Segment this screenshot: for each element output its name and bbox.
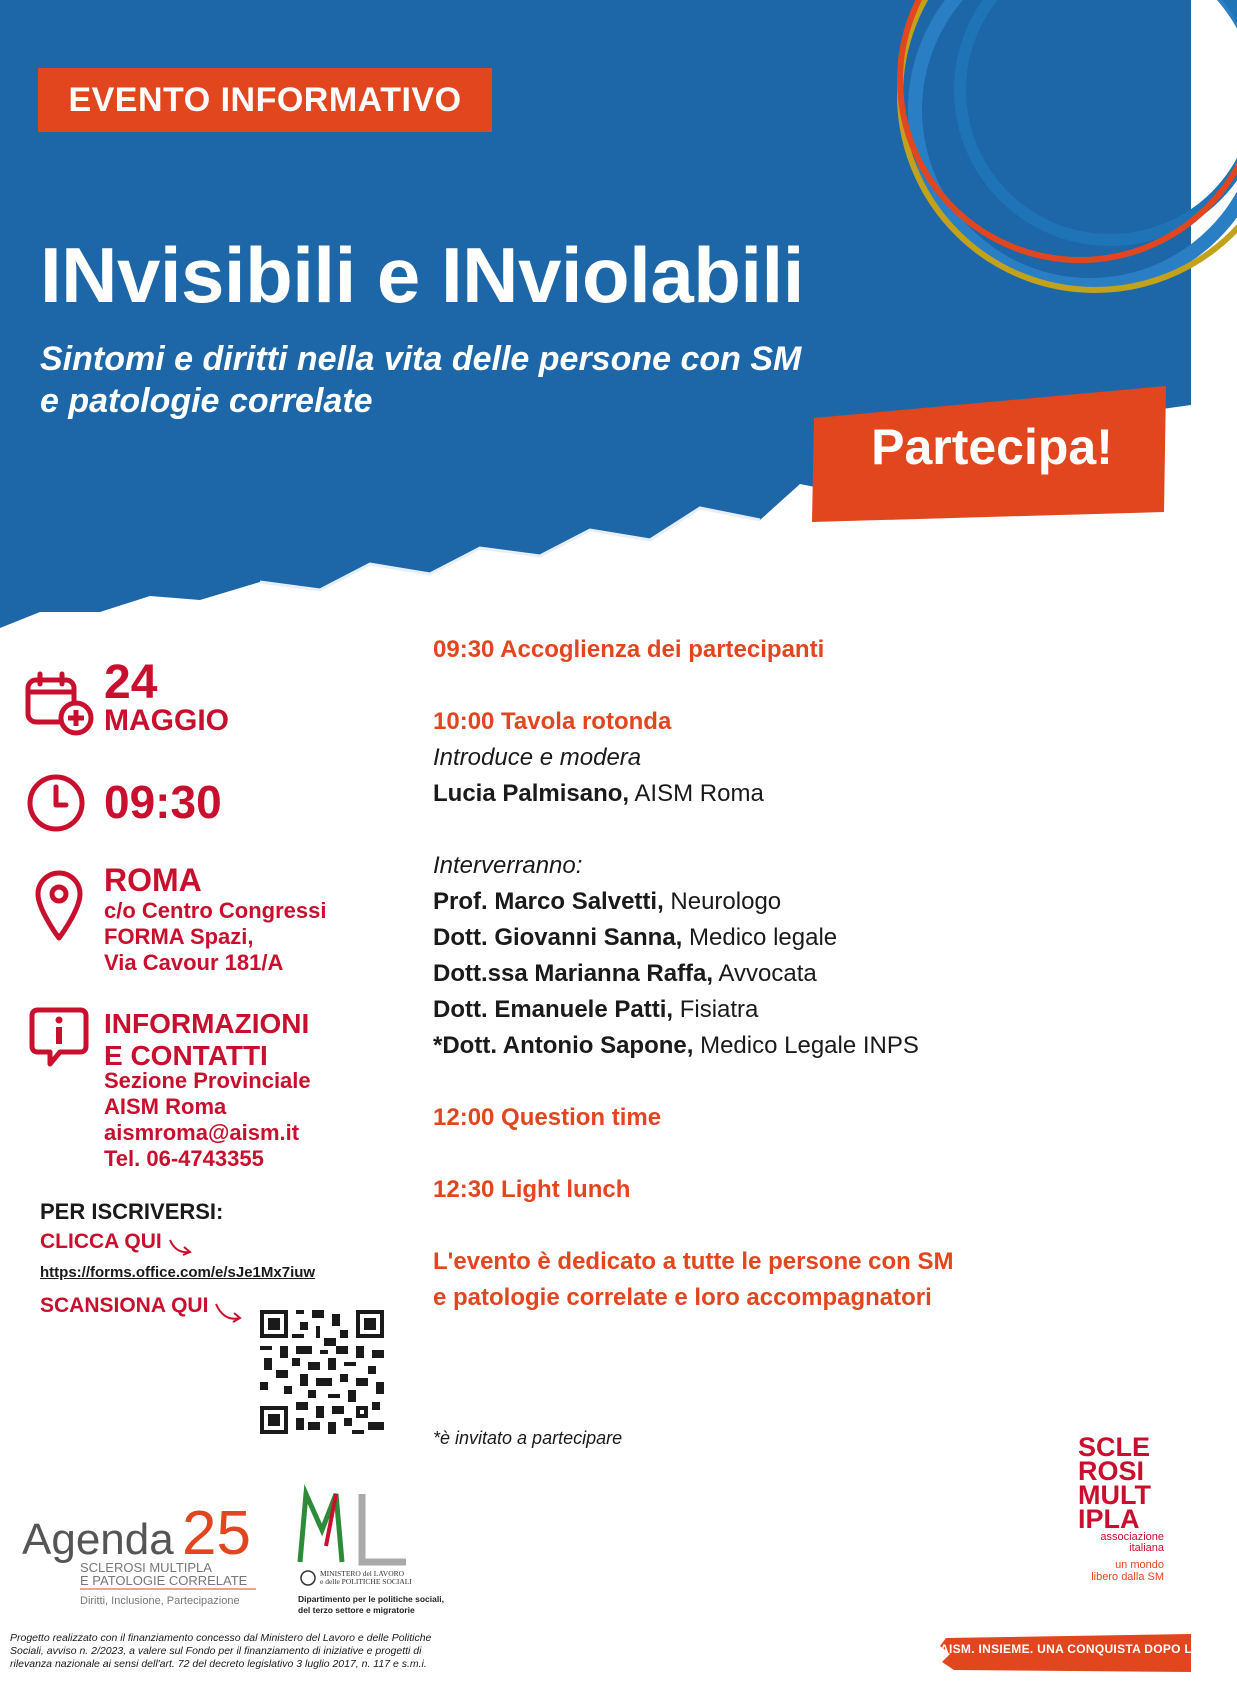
- speaker-name: Dott. Emanuele Patti,: [433, 996, 674, 1023]
- agenda-logo-sub3: Diritti, Inclusione, Partecipazione: [80, 1595, 240, 1607]
- speaker-role: Medico Legale INPS: [693, 1032, 919, 1059]
- moderator-intro: Introduce e modera: [433, 744, 642, 771]
- contacts-org: AISM Roma: [104, 1094, 227, 1119]
- aism-logo-line-1: SCLE: [1078, 1432, 1151, 1462]
- contacts-section: Sezione Provinciale: [104, 1068, 311, 1093]
- event-city: ROMA: [104, 862, 202, 898]
- ministry-logo: [296, 1490, 466, 1620]
- registration-title: PER ISCRIVERSI:: [40, 1199, 224, 1224]
- speaker-item: [433, 920, 1133, 956]
- speaker-name: *Dott. Antonio Sapone,: [433, 1032, 694, 1059]
- program-lunch: 12:30 Light lunch: [433, 1176, 631, 1203]
- association-tagline: AISM. INSIEME. UNA CONQUISTA DOPO L'ALTRA: [940, 1642, 1237, 1656]
- dedication-line-2: e patologie correlate e loro accompagnatori: [433, 1284, 932, 1311]
- speaker-role: Medico legale: [682, 924, 838, 951]
- contacts-heading-line-1: INFORMAZIONI: [104, 1008, 310, 1039]
- ministry-name-1: MINISTERO del LAVORO: [320, 1569, 405, 1578]
- event-title: INvisibili e INviolabili: [40, 231, 804, 319]
- program-question-time: 12:00 Question time: [433, 1104, 662, 1131]
- curved-arrow-icon: [214, 1300, 244, 1326]
- calendar-add-icon: [24, 672, 96, 736]
- aism-logo-motto-2: libero dalla SM: [1091, 1571, 1164, 1583]
- event-venue: [104, 898, 326, 976]
- aism-logo-line-2: ROSI: [1078, 1456, 1145, 1486]
- speakers-intro: Interverranno:: [433, 852, 583, 879]
- speaker-role: Neurologo: [663, 888, 782, 915]
- moderator-role: AISM Roma: [629, 780, 764, 807]
- speaker-item: [433, 956, 1133, 992]
- event-date-month: MAGGIO: [104, 704, 229, 737]
- location-pin-icon: [34, 870, 84, 942]
- participate-call-to-action: Partecipa!: [871, 419, 1113, 475]
- funding-note: [10, 1632, 510, 1671]
- venue-line-1: c/o Centro Congressi: [104, 898, 327, 923]
- info-bubble-icon: [28, 1006, 90, 1068]
- contacts-heading-line-2: E CONTATTI: [104, 1040, 268, 1071]
- aism-logo-assoc-1: associazione: [1100, 1531, 1164, 1543]
- program-welcome: 09:30 Accoglienza dei partecipanti: [433, 636, 825, 663]
- curved-arrow-icon: [168, 1236, 194, 1258]
- agenda-logo-sub1: SCLEROSI MULTIPLA: [80, 1560, 212, 1575]
- ministry-dept-2: del terzo settore e migratorie: [298, 1605, 415, 1615]
- speaker-role: Fisiatra: [673, 996, 759, 1023]
- contact-phone[interactable]: Tel. 06-4743355: [104, 1146, 264, 1171]
- event-subtitle: [40, 338, 860, 422]
- moderator-name: Lucia Palmisano,: [433, 780, 630, 807]
- registration-link[interactable]: https://forms.office.com/e/sJe1Mx7iuw: [40, 1264, 316, 1281]
- aism-logo-line-4: IPLA: [1078, 1504, 1140, 1534]
- funding-line-2: Sociali, avviso n. 2/2023, a valere sul Fondo per il finanziamento di iniziative e progetti di: [10, 1645, 422, 1657]
- aism-logo-line-3: MULT: [1078, 1480, 1151, 1510]
- aism-logo: [1078, 1432, 1168, 1582]
- contact-email[interactable]: aismroma@aism.it: [104, 1120, 300, 1145]
- speaker-item: [433, 992, 1133, 1028]
- agenda-logo-number: 25: [182, 1499, 251, 1568]
- ministry-name-2: e delle POLITICHE SOCIALI: [320, 1577, 412, 1586]
- speaker-name: Dott.ssa Marianna Raffa,: [433, 960, 714, 987]
- venue-line-2: FORMA Spazi,: [104, 924, 254, 949]
- registration-qr-code[interactable]: [256, 1306, 388, 1438]
- speaker-item: [433, 884, 1133, 920]
- speaker-name: Dott. Giovanni Sanna,: [433, 924, 683, 951]
- click-here-label: CLICCA QUI: [40, 1230, 162, 1253]
- aism-logo-motto-1: un mondo: [1115, 1559, 1164, 1571]
- agenda-logo-word: Agenda: [22, 1515, 174, 1564]
- clock-icon: [26, 773, 86, 833]
- agenda-logo-sub2: E PATOLOGIE CORRELATE: [80, 1573, 248, 1588]
- agenda25-logo: [20, 1492, 260, 1610]
- funding-line-1: Progetto realizzato con il finanziamento concesso dal Ministero del Lavoro e delle Politiche: [10, 1632, 432, 1644]
- speaker-item: [433, 1028, 1133, 1064]
- aism-logo-assoc-2: italiana: [1129, 1542, 1164, 1554]
- ministry-dept-1: Dipartimento per le politiche sociali,: [298, 1594, 444, 1604]
- funding-line-3: rilevanza nazionale ai sensi dell'art. 72 del decreto legislativo 3 luglio 2017, n. 117 e s.m.i.: [10, 1658, 427, 1670]
- event-time: 09:30: [104, 776, 222, 828]
- speaker-footnote: *è invitato a partecipare: [433, 1428, 623, 1448]
- speaker-name: Prof. Marco Salvetti,: [433, 888, 664, 915]
- scan-here-label: SCANSIONA QUI: [40, 1294, 209, 1317]
- program-round-table: 10:00 Tavola rotonda: [433, 708, 672, 735]
- event-type-badge: EVENTO INFORMATIVO: [38, 68, 492, 132]
- dedication-line-1: L'evento è dedicato a tutte le persone con SM: [433, 1248, 954, 1275]
- subtitle-line-1: Sintomi e diritti nella vita delle persone con SM: [40, 340, 802, 378]
- moderator: [433, 776, 1133, 812]
- speaker-role: Avvocata: [713, 960, 817, 987]
- contacts-body: [104, 1068, 311, 1172]
- contacts-heading: [104, 1008, 309, 1072]
- subtitle-line-2: e patologie correlate: [40, 382, 373, 420]
- event-date-day: 24: [104, 656, 158, 709]
- venue-line-3: Via Cavour 181/A: [104, 950, 284, 975]
